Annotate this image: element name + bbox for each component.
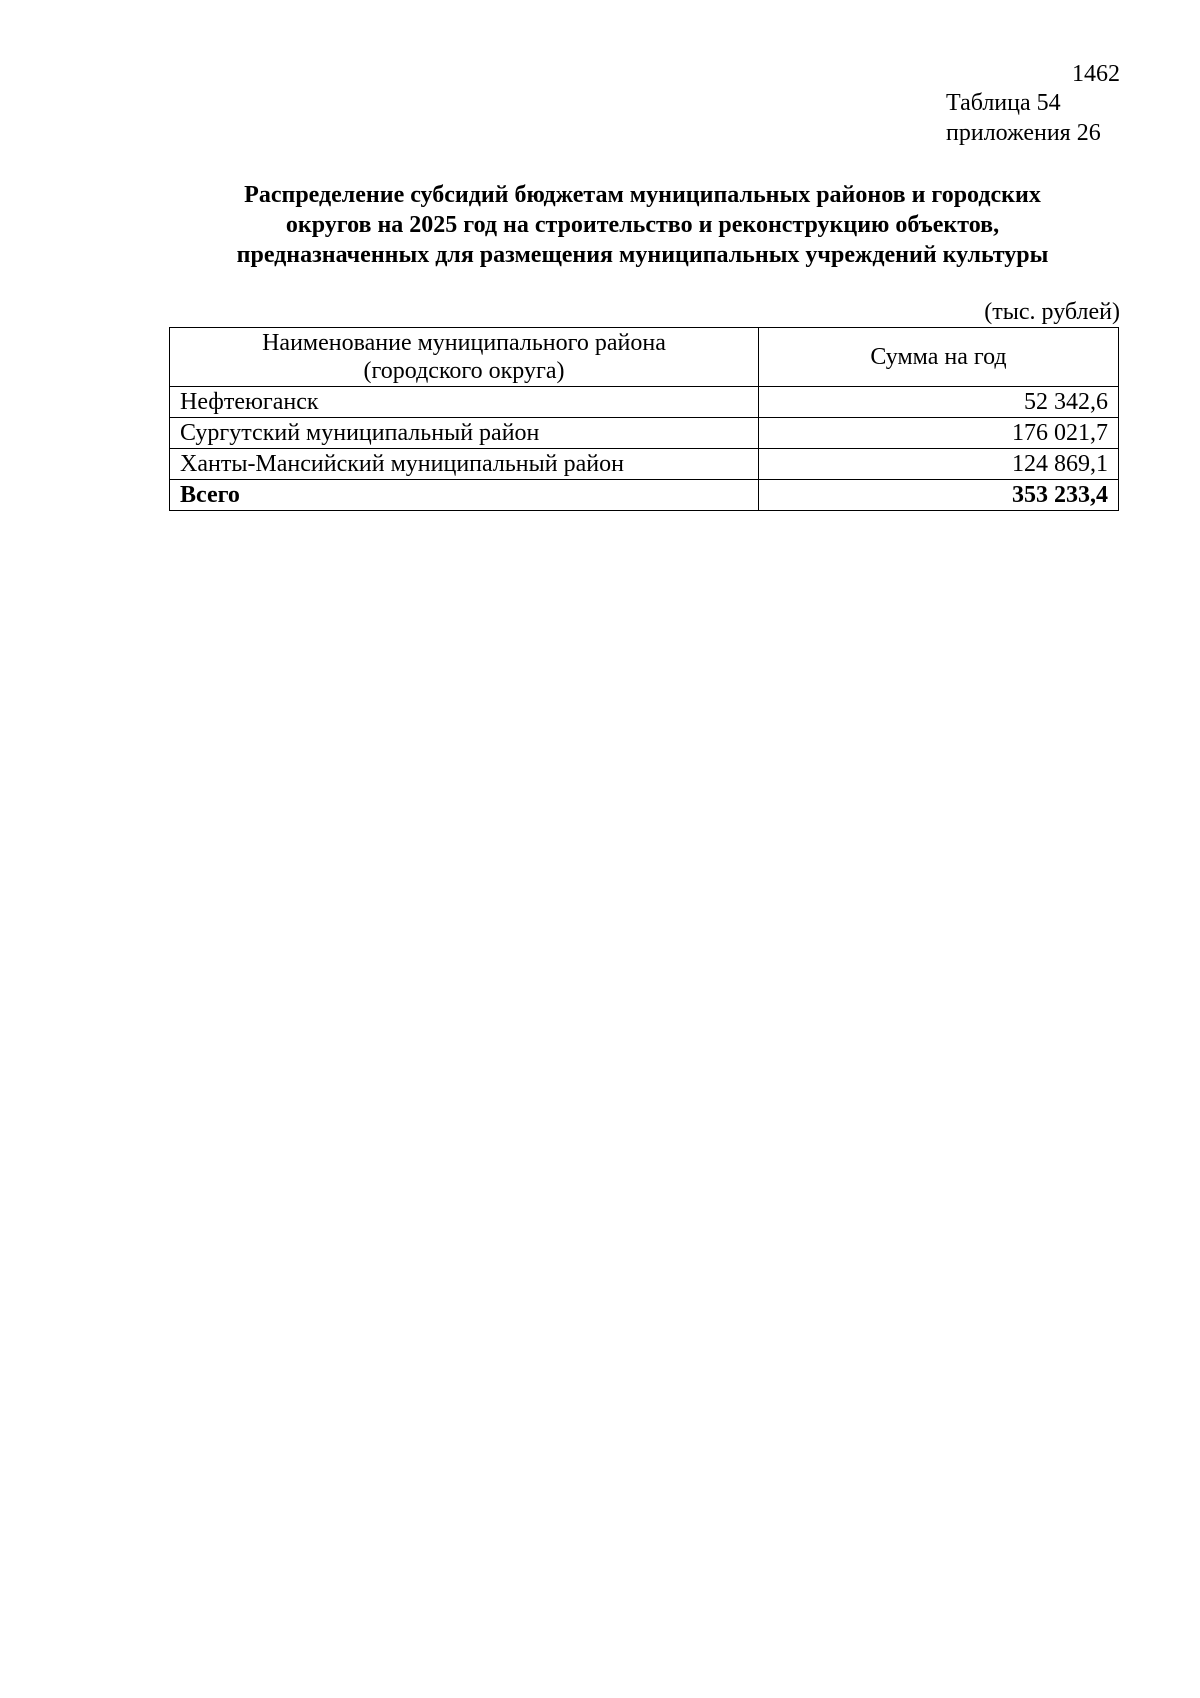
column-header-name — [170, 328, 759, 387]
appendix-label: приложения 26 — [946, 120, 1101, 146]
row-name: Нефтеюганск — [170, 387, 759, 418]
row-name: Сургутский муниципальный район — [170, 418, 759, 449]
table-header-row — [170, 328, 1119, 387]
column-header-name-line: (городского округа) — [363, 358, 565, 384]
table-reference — [946, 88, 1101, 148]
table-row — [170, 418, 1119, 449]
page-number: 1462 — [1072, 61, 1120, 87]
table-label: Таблица 54 — [946, 90, 1061, 116]
document-title — [170, 180, 1115, 270]
row-amount: 52 342,6 — [759, 387, 1119, 418]
title-line: Распределение субсидий бюджетам муниципальных районов и городских — [244, 182, 1041, 208]
subsidy-table — [169, 327, 1119, 511]
row-amount: 124 869,1 — [759, 449, 1119, 480]
table-total-row — [170, 480, 1119, 511]
table-row — [170, 449, 1119, 480]
row-name: Ханты-Мансийский муниципальный район — [170, 449, 759, 480]
title-line: предназначенных для размещения муниципальных учреждений культуры — [236, 242, 1049, 268]
units-label: (тыс. рублей) — [984, 299, 1120, 325]
row-amount: 176 021,7 — [759, 418, 1119, 449]
column-header-amount: Сумма на год — [759, 328, 1119, 387]
table-row — [170, 387, 1119, 418]
total-amount: 353 233,4 — [759, 480, 1119, 511]
column-header-name-line: Наименование муниципального района — [262, 330, 666, 356]
total-label: Всего — [170, 480, 759, 511]
title-line: округов на 2025 год на строительство и реконструкцию объектов, — [285, 212, 1000, 238]
